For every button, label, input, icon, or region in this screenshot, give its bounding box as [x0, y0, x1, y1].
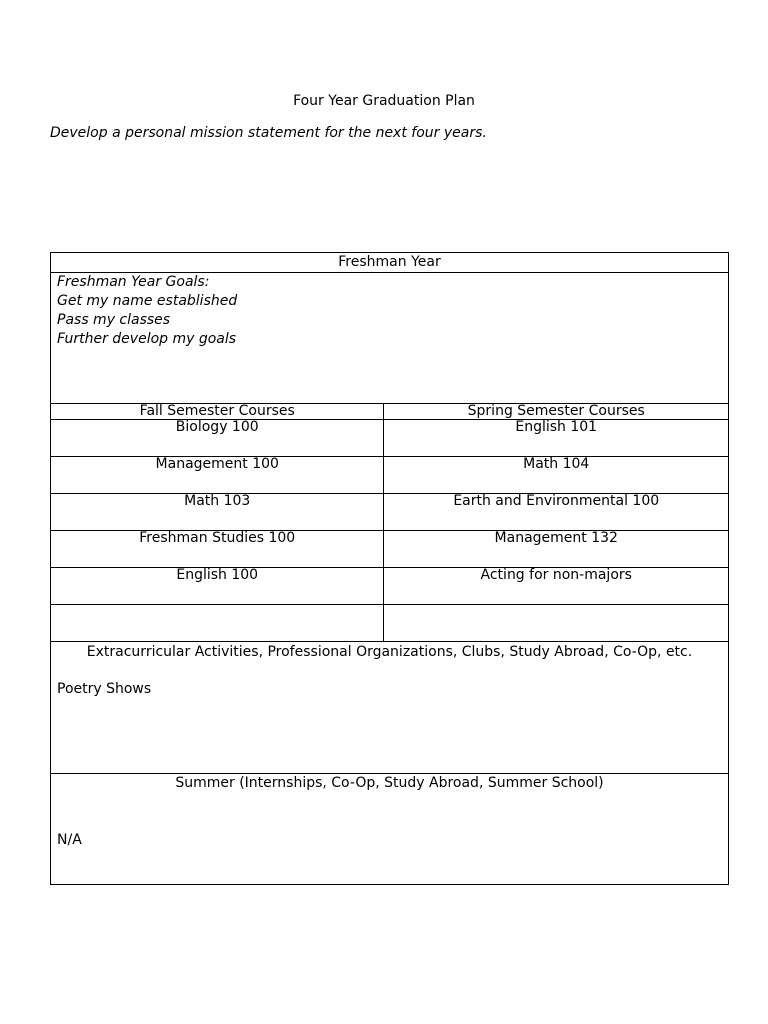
year-heading-row [51, 253, 729, 273]
document-title: Four Year Graduation Plan [293, 93, 475, 109]
course-row [51, 457, 729, 494]
spring-course-cell: Acting for non-majors [384, 568, 729, 605]
fall-course-cell: Management 100 [51, 457, 384, 494]
course-row-empty [51, 605, 729, 642]
extracurricular-value: Poetry Shows [57, 681, 152, 697]
fall-course-cell: English 100 [51, 568, 384, 605]
fall-course-cell: Math 103 [51, 494, 384, 531]
goal-item: Pass my classes [57, 312, 171, 328]
goals-heading: Freshman Year Goals: [57, 274, 210, 290]
extracurricular-heading: Extracurricular Activities, Professional Organizations, Clubs, Study Abroad, Co-Op, etc. [86, 644, 693, 660]
goals-row [51, 273, 729, 404]
course-row [51, 568, 729, 605]
fall-course-cell [51, 605, 384, 642]
fall-semester-header: Fall Semester Courses [51, 404, 384, 420]
extracurricular-row [51, 642, 729, 774]
mission-statement-prompt: Develop a personal mission statement for the next four years. [50, 125, 487, 141]
spring-course-cell [384, 605, 729, 642]
summer-row [51, 774, 729, 885]
summer-cell [51, 774, 729, 885]
spring-course-cell: English 101 [384, 420, 729, 457]
course-row [51, 420, 729, 457]
goals-cell [51, 273, 729, 404]
fall-course-cell: Biology 100 [51, 420, 384, 457]
freshman-plan-table [50, 252, 729, 885]
course-row [51, 494, 729, 531]
course-row [51, 531, 729, 568]
spring-course-cell: Math 104 [384, 457, 729, 494]
fall-course-cell: Freshman Studies 100 [51, 531, 384, 568]
year-heading: Freshman Year [51, 253, 729, 273]
spring-course-cell: Management 132 [384, 531, 729, 568]
summer-heading: Summer (Internships, Co-Op, Study Abroad, Summer School) [175, 775, 604, 791]
goal-item: Further develop my goals [57, 331, 237, 347]
spring-semester-header: Spring Semester Courses [384, 404, 729, 420]
spring-course-cell: Earth and Environmental 100 [384, 494, 729, 531]
goal-item: Get my name established [57, 293, 238, 309]
summer-value: N/A [57, 832, 82, 848]
extracurricular-cell [51, 642, 729, 774]
semester-header-row [51, 404, 729, 420]
